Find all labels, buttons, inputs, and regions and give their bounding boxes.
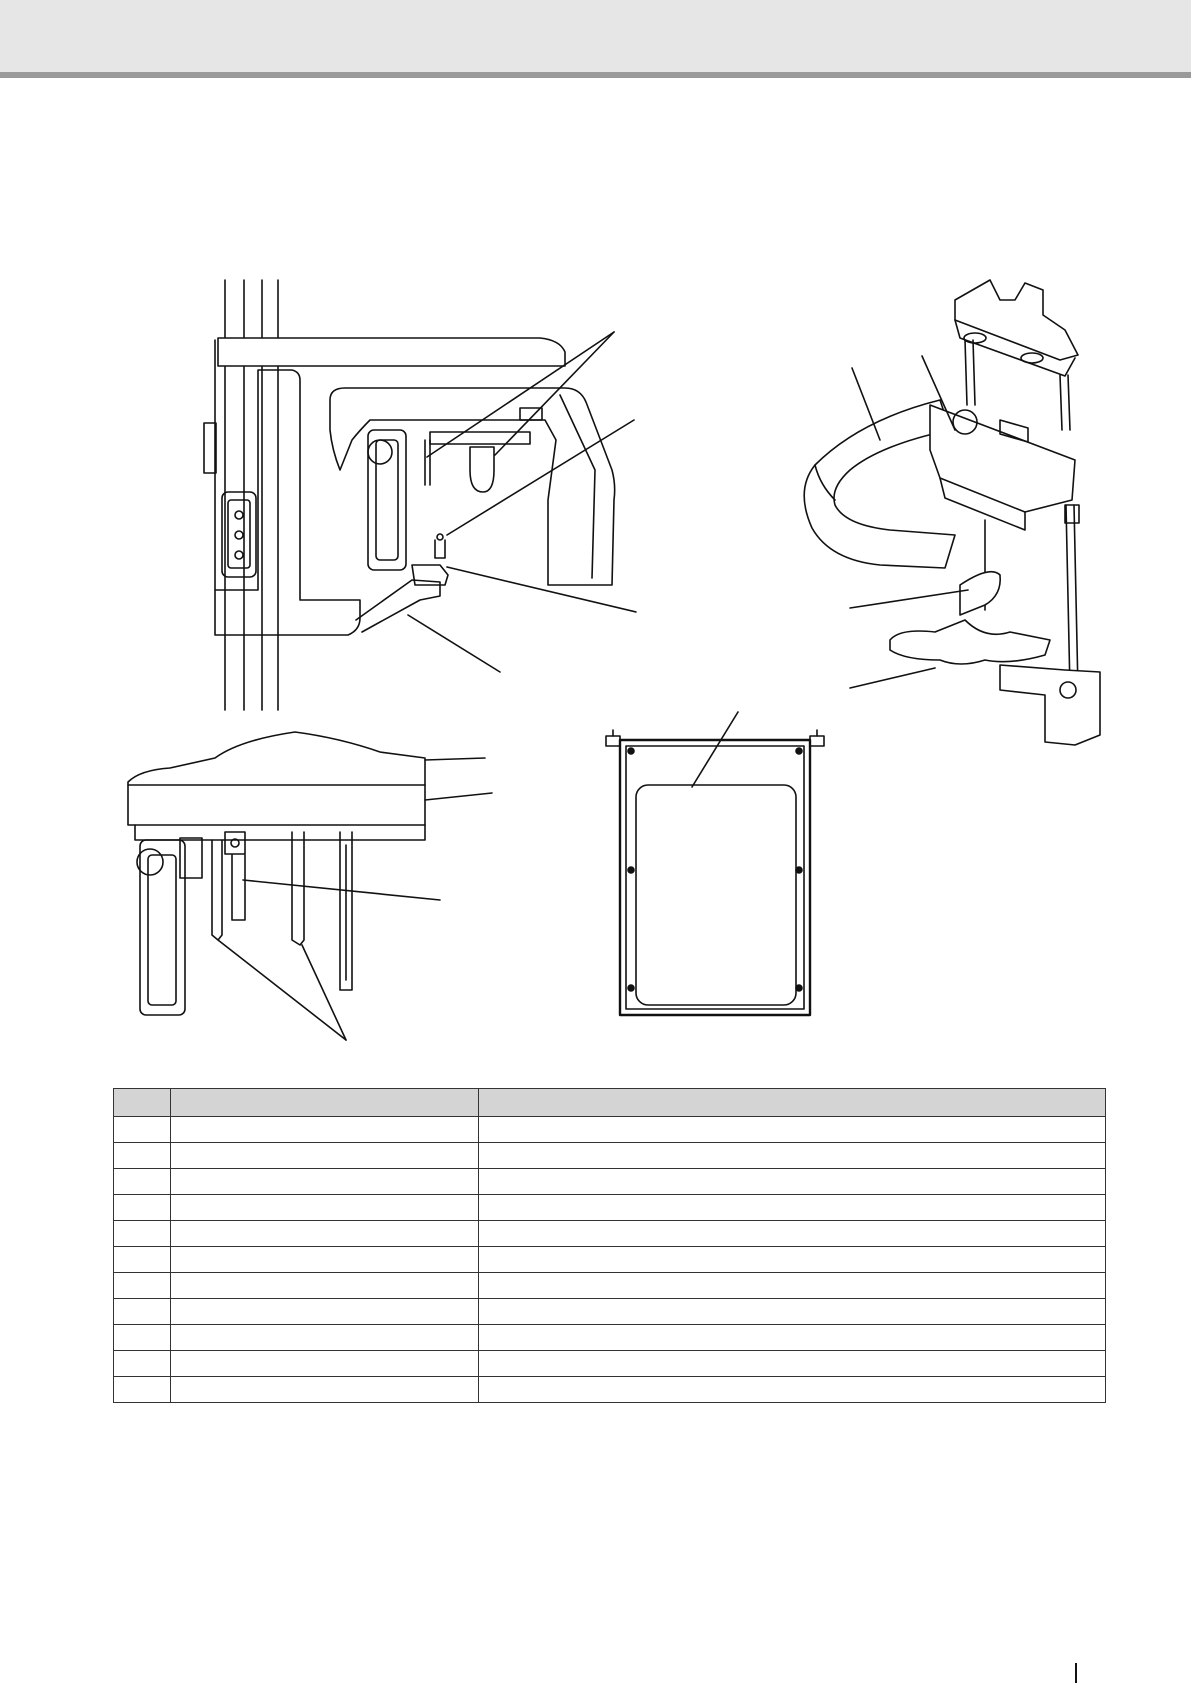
unit-front-view [204,280,636,710]
table-row [114,1221,1106,1247]
table-row [114,1273,1106,1299]
sensor-cassette [606,712,824,1015]
cell-part-name [171,1325,479,1351]
cell-part-name [171,1377,479,1403]
cell-number [114,1299,171,1325]
cell-number [114,1169,171,1195]
table-row [114,1169,1106,1195]
cell-number [114,1221,171,1247]
cell-description [479,1195,1106,1221]
cell-part-name [171,1247,479,1273]
cell-part-name [171,1195,479,1221]
cell-part-name [171,1169,479,1195]
cell-description [479,1247,1106,1273]
cell-number [114,1247,171,1273]
cell-part-name [171,1351,479,1377]
cell-number [114,1325,171,1351]
table-row [114,1325,1106,1351]
cell-part-name [171,1221,479,1247]
cell-description [479,1169,1106,1195]
table-row [114,1117,1106,1143]
table-row [114,1195,1106,1221]
head-support-assembly [804,280,1100,745]
table-row [114,1143,1106,1169]
cell-part-name [171,1273,479,1299]
cell-description [479,1351,1106,1377]
table-row [114,1247,1106,1273]
cell-description [479,1221,1106,1247]
cell-number [114,1117,171,1143]
table-row [114,1299,1106,1325]
cell-description [479,1377,1106,1403]
cell-number [114,1195,171,1221]
header-description [479,1089,1106,1117]
table-row [114,1351,1106,1377]
header-number [114,1089,171,1117]
cell-number [114,1351,171,1377]
table-header-row [114,1089,1106,1117]
page-number-rule [1075,1663,1077,1683]
unit-underside-view [128,732,492,1040]
cell-description [479,1143,1106,1169]
cell-part-name [171,1299,479,1325]
cell-description [479,1117,1106,1143]
cell-part-name [171,1117,479,1143]
parts-table [113,1088,1106,1403]
cell-number [114,1273,171,1299]
cell-description [479,1325,1106,1351]
cell-number [114,1377,171,1403]
cell-number [114,1143,171,1169]
cell-description [479,1273,1106,1299]
cell-description [479,1299,1106,1325]
table-row [114,1377,1106,1403]
header-part-name [171,1089,479,1117]
cell-part-name [171,1143,479,1169]
